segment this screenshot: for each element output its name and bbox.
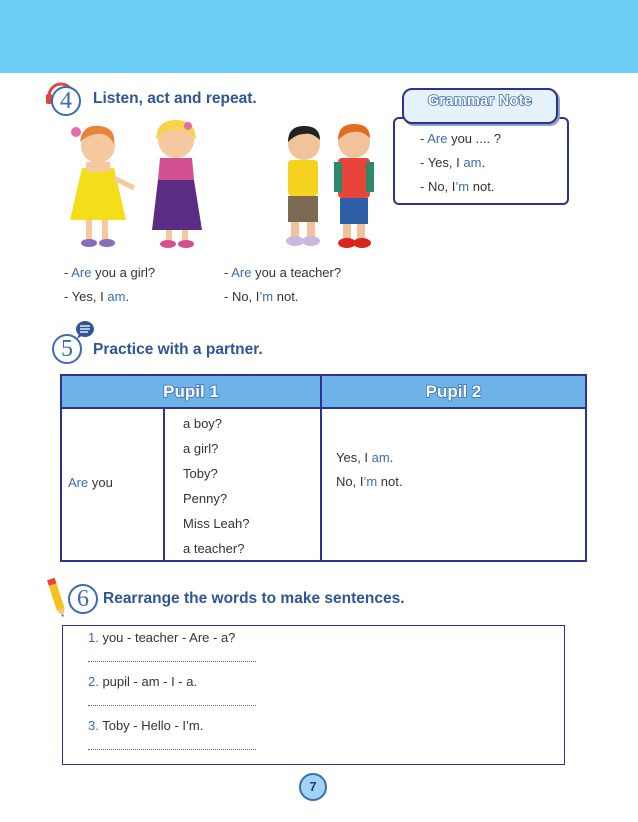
section-4-number: 4: [51, 86, 81, 116]
practice-table: [60, 374, 587, 562]
table-option: Toby?: [183, 466, 218, 481]
table-answer-no: No, I’m not.: [336, 474, 403, 489]
table-header-divider: [62, 407, 585, 409]
answer-line-2[interactable]: [88, 705, 256, 706]
girls-illustration: [62, 118, 210, 252]
dialogue-right-question: - Are you a teacher?: [224, 265, 342, 280]
grammar-note-line-2: - Yes, I am.: [420, 155, 486, 170]
table-option: a girl?: [183, 441, 219, 456]
section-6-heading: Rearrange the words to make sentences.: [103, 590, 405, 607]
section-5-heading: Practice with a partner.: [93, 341, 263, 358]
exercise-item-3: 3. Toby - Hello - I’m.: [88, 718, 204, 733]
dialogue-right-answer: - No, I’m not.: [224, 289, 299, 304]
table-option: a boy?: [183, 416, 223, 431]
table-option: a teacher?: [183, 541, 245, 556]
exercise-box: [62, 625, 565, 765]
table-column-divider: [320, 376, 322, 560]
grammar-note-line-3: - No, I’m not.: [420, 179, 495, 194]
grammar-note-line-1: - Are you .... ?: [420, 131, 501, 146]
table-option: Penny?: [183, 491, 228, 506]
answer-line-1[interactable]: [88, 661, 256, 662]
table-left-phrase: Are you: [68, 475, 113, 490]
exercise-item-2: 2. pupil - am - I - a.: [88, 674, 198, 689]
section-6-number: 6: [68, 584, 98, 614]
table-answer-yes: Yes, I am.: [336, 450, 394, 465]
dialogue-left-answer: - Yes, I am.: [64, 289, 130, 304]
table-header-pupil-2: Pupil 2: [425, 382, 482, 401]
table-header-pupil-1: Pupil 1: [163, 382, 219, 401]
page-number: 7: [299, 773, 327, 801]
exercise-item-1: 1. you - teacher - Are - a?: [88, 630, 236, 645]
answer-line-3[interactable]: [88, 749, 256, 750]
speech-bubble-icon: [74, 320, 96, 340]
grammar-note-title: Grammar Note: [427, 93, 533, 109]
table-option: Miss Leah?: [183, 516, 250, 531]
boys-illustration: [276, 122, 380, 254]
dialogue-left-question: - Are you a girl?: [64, 265, 156, 280]
table-inner-divider: [163, 409, 165, 560]
top-banner: [0, 0, 638, 73]
section-5-number: 5: [52, 334, 82, 364]
section-4-heading: Listen, act and repeat.: [93, 90, 257, 107]
pencil-icon: [46, 576, 68, 620]
